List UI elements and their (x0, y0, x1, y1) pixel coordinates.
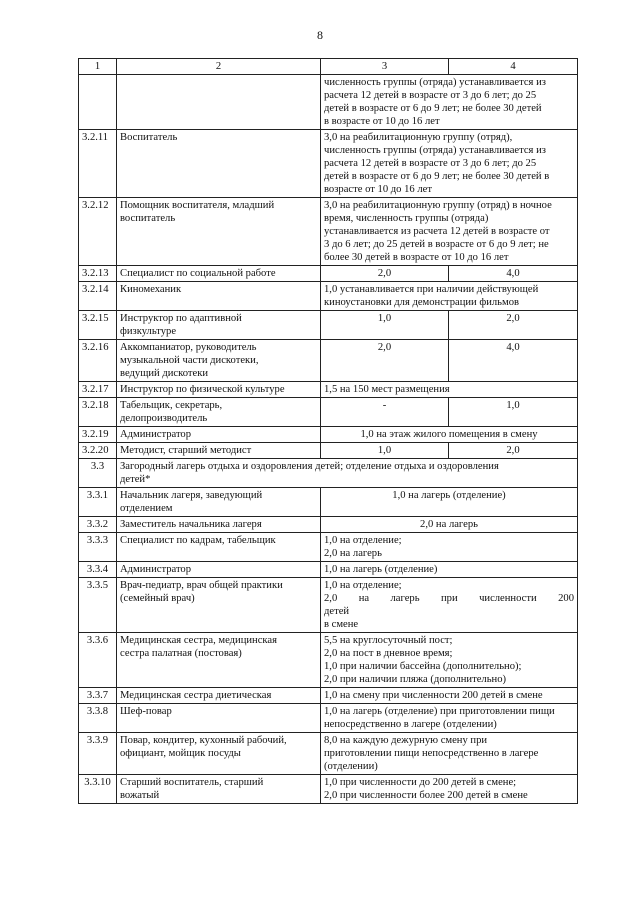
norm-line: 1,0 при численности до 200 детей в смене; (324, 777, 517, 788)
norm-line: возрасте от 10 до 16 лет (324, 184, 432, 195)
row-value-col3: - (321, 398, 449, 427)
norm-line: приготовлении пищи непосредственно в лагере (324, 748, 539, 759)
table-row (79, 75, 578, 130)
position-line: вожатый (120, 790, 160, 801)
row-number: 3.3.8 (79, 704, 117, 733)
row-number: 3.2.11 (79, 130, 117, 198)
norm-line: (отделении) (324, 761, 378, 772)
row-number: 3.3.2 (79, 517, 117, 533)
row-norm (321, 533, 578, 562)
header-col-1: 1 (79, 59, 117, 75)
norm-line: 3,0 на реабилитационную группу (отряд), (324, 132, 513, 143)
row-number: 3.2.13 (79, 266, 117, 282)
table-header-row (79, 59, 578, 75)
row-value-col3: 2,0 (321, 340, 449, 382)
table-row (79, 578, 578, 633)
norm-line: расчета 12 детей в возрасте от 3 до 6 лет; до 25 (324, 158, 537, 169)
norm-line: в возрасте от 10 до 16 лет (324, 116, 440, 127)
row-number: 3.2.15 (79, 311, 117, 340)
row-number: 3.3.10 (79, 775, 117, 804)
row-norm (321, 75, 578, 130)
table-row (79, 633, 578, 688)
row-norm: 1,0 на этаж жилого помещения в смену (321, 427, 578, 443)
table-row (79, 688, 578, 704)
page-number: 8 (317, 28, 323, 42)
norm-line: 1,0 на лагерь (отделение) при приготовлении пищи (324, 706, 555, 717)
position-line: официант, мойщик посуды (120, 748, 241, 759)
row-number: 3.3.9 (79, 733, 117, 775)
row-position: Шеф-повар (117, 704, 321, 733)
table-row (79, 704, 578, 733)
position-line: физкультуре (120, 326, 177, 337)
table-row (79, 340, 578, 382)
row-number: 3.3.4 (79, 562, 117, 578)
table-row (79, 427, 578, 443)
row-position: Администратор (117, 562, 321, 578)
table-row (79, 562, 578, 578)
row-norm: 1,5 на 150 мест размещения (321, 382, 578, 398)
header-col-3: 3 (321, 59, 449, 75)
row-norm (321, 578, 578, 633)
position-line: воспитатель (120, 213, 176, 224)
row-position (117, 398, 321, 427)
row-position (117, 578, 321, 633)
row-norm: 1,0 на смену при численности 200 детей в смене (321, 688, 578, 704)
row-norm: 2,0 на лагерь (321, 517, 578, 533)
table-row (79, 398, 578, 427)
norm-line: 1,0 на отделение; (324, 580, 402, 591)
row-number: 3.2.18 (79, 398, 117, 427)
position-line: Врач-педиатр, врач общей практики (120, 580, 283, 591)
position-line: Помощник воспитателя, младший (120, 200, 275, 211)
row-position: Специалист по кадрам, табельщик (117, 533, 321, 562)
section-number: 3.3 (79, 459, 117, 488)
row-norm (321, 775, 578, 804)
norm-line: 2,0 на лагерь (324, 548, 382, 559)
header-col-4: 4 (449, 59, 578, 75)
row-number: 3.3.6 (79, 633, 117, 688)
position-line: Инструктор по адаптивной (120, 313, 242, 324)
row-position (117, 340, 321, 382)
row-value-col4: 4,0 (449, 266, 578, 282)
row-position (117, 198, 321, 266)
row-position: Специалист по социальной работе (117, 266, 321, 282)
norm-line: 8,0 на каждую дежурную смену при (324, 735, 488, 746)
norm-line: устанавливается из расчета 12 детей в возрасте от (324, 226, 550, 237)
position-line: сестра палатная (постовая) (120, 648, 242, 659)
position-line: Табельщик, секретарь, (120, 400, 223, 411)
position-line: отделением (120, 503, 173, 514)
norm-line: 1,0 при наличии бассейна (дополнительно); (324, 661, 522, 672)
row-norm (321, 633, 578, 688)
table-row (79, 488, 578, 517)
row-number: 3.2.16 (79, 340, 117, 382)
row-number: 3.2.17 (79, 382, 117, 398)
row-norm (321, 198, 578, 266)
row-value-col4: 2,0 (449, 311, 578, 340)
position-line: (семейный врач) (120, 593, 195, 604)
row-position: Киномеханик (117, 282, 321, 311)
row-number: 3.2.20 (79, 443, 117, 459)
section-row (79, 459, 578, 488)
norm-line: более 30 детей в возрасте от 10 до 16 лет (324, 252, 509, 263)
position-line: Начальник лагеря, заведующий (120, 490, 263, 501)
position-line: делопроизводитель (120, 413, 208, 424)
table-row (79, 130, 578, 198)
row-norm: 1,0 на лагерь (отделение) (321, 562, 578, 578)
table-row (79, 382, 578, 398)
section-title-line: детей* (120, 474, 151, 485)
row-value-col3: 1,0 (321, 311, 449, 340)
row-position (117, 733, 321, 775)
norm-line: 3,0 на реабилитационную группу (отряд) в ночное (324, 200, 552, 211)
table-row (79, 311, 578, 340)
norm-line: непосредственно в лагере (отделении) (324, 719, 497, 730)
table-row (79, 533, 578, 562)
position-line: Медицинская сестра, медицинская (120, 635, 277, 646)
row-position: Администратор (117, 427, 321, 443)
norm-line: детей в возрасте от 6 до 9 лет; не более 30 детей (324, 103, 542, 114)
table-row (79, 733, 578, 775)
norm-line: киноустановки для демонстрации фильмов (324, 297, 520, 308)
row-position: Заместитель начальника лагеря (117, 517, 321, 533)
row-position (117, 488, 321, 517)
norm-line: в смене (324, 619, 359, 630)
row-value-col3: 2,0 (321, 266, 449, 282)
row-norm (321, 282, 578, 311)
table-row (79, 775, 578, 804)
row-value-col4: 4,0 (449, 340, 578, 382)
table-row (79, 266, 578, 282)
row-number: 3.2.12 (79, 198, 117, 266)
row-norm: 1,0 на лагерь (отделение) (321, 488, 578, 517)
norm-line: 5,5 на круглосуточный пост; (324, 635, 453, 646)
row-position: Инструктор по физической культуре (117, 382, 321, 398)
section-title-line: Загородный лагерь отдыха и оздоровления детей; отделение отдыха и оздоровления (120, 461, 499, 472)
row-position (117, 775, 321, 804)
norm-line: 1,0 на отделение; (324, 535, 402, 546)
header-col-2: 2 (117, 59, 321, 75)
row-position: Медицинская сестра диетическая (117, 688, 321, 704)
row-number: 3.2.14 (79, 282, 117, 311)
row-number: 3.3.3 (79, 533, 117, 562)
row-number: 3.3.7 (79, 688, 117, 704)
table-row (79, 443, 578, 459)
row-position (117, 311, 321, 340)
norm-line: 2,0 при численности более 200 детей в смене (324, 790, 528, 801)
table-row (79, 517, 578, 533)
row-position (117, 633, 321, 688)
norm-line: 1,0 устанавливается при наличии действующей (324, 284, 539, 295)
row-norm (321, 130, 578, 198)
row-number (79, 75, 117, 130)
norm-line: численность группы (отряда) устанавливается из (324, 77, 546, 88)
norm-line: 2,0 при наличии пляжа (дополнительно) (324, 674, 507, 685)
norm-line: 2,0 на лагерь при численности 200 детей (324, 593, 574, 617)
norm-line: 2,0 на пост в дневное время; (324, 648, 453, 659)
staffing-table (78, 58, 578, 804)
row-number: 3.3.1 (79, 488, 117, 517)
row-position: Воспитатель (117, 130, 321, 198)
row-number: 3.3.5 (79, 578, 117, 633)
norm-line: численность группы (отряда) устанавливается из (324, 145, 546, 156)
position-line: Аккомпаниатор, руководитель (120, 342, 257, 353)
row-number: 3.2.19 (79, 427, 117, 443)
norm-line: 3 до 6 лет; до 25 детей в возрасте от 6 до 9 лет; не (324, 239, 549, 250)
position-line: Старший воспитатель, старший (120, 777, 264, 788)
position-line: Повар, кондитер, кухонный рабочий, (120, 735, 287, 746)
table-row (79, 198, 578, 266)
position-line: ведущий дискотеки (120, 368, 209, 379)
norm-line: детей в возрасте от 6 до 9 лет; не более 30 детей в (324, 171, 550, 182)
row-position: Методист, старший методист (117, 443, 321, 459)
row-value-col4: 1,0 (449, 398, 578, 427)
row-norm (321, 733, 578, 775)
row-value-col3: 1,0 (321, 443, 449, 459)
table-row (79, 282, 578, 311)
row-value-col4: 2,0 (449, 443, 578, 459)
norm-line: время, численность группы (отряда) (324, 213, 489, 224)
position-line: музыкальной части дискотеки, (120, 355, 259, 366)
section-title (117, 459, 578, 488)
row-position (117, 75, 321, 130)
norm-line: расчета 12 детей в возрасте от 3 до 6 лет; до 25 (324, 90, 537, 101)
row-norm (321, 704, 578, 733)
